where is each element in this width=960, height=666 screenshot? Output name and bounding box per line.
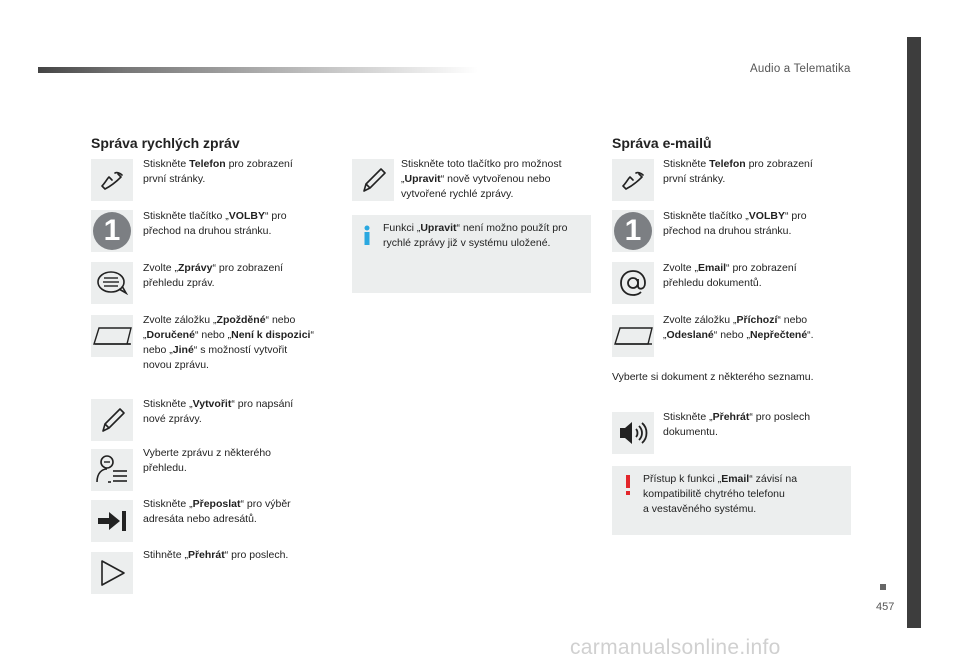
select-list-icon — [91, 449, 133, 491]
warning-icon — [625, 475, 631, 495]
right-step-2-text: Stiskněte tlačítko „VOLBY“ pro přechod na druhou stránku. — [663, 210, 807, 237]
step-one-icon: 1 — [91, 210, 133, 252]
forward-icon — [91, 500, 133, 542]
left-step-6-text: Vyberte zprávu z některého přehledu. — [143, 447, 272, 474]
right-step-3-text: Zvolte „Email“ pro zobrazení přehledu dokumentů. — [663, 262, 797, 289]
edit-pencil-icon — [352, 159, 394, 201]
message-icon — [91, 262, 133, 304]
left-step-4-text: Zvolte záložku „Zpožděné“ nebo „Doručené“ nebo „Není k dispozici“ nebo „Jiné“ s možností vytvořit novou zprávu. — [143, 314, 314, 371]
warning-text: Přístup k funkci „Email“ závisí na kompatibilitě chytrého telefonu a vestavěného systému. — [643, 473, 798, 515]
phone-icon — [612, 159, 654, 201]
pencil-icon — [91, 399, 133, 441]
tab-icon — [91, 315, 133, 357]
phone-icon — [91, 159, 133, 201]
tab-icon — [612, 315, 654, 357]
play-icon — [91, 552, 133, 594]
at-sign-icon — [612, 262, 654, 304]
edit-text: Stiskněte toto tlačítko pro možnost „Upravit“ nově vytvořenou nebo vytvořené rychlé zprávy. — [401, 158, 562, 200]
right-step-4-text: Zvolte záložku „Příchozí“ nebo „Odeslané“ nebo „Nepřečtené“. — [663, 314, 814, 341]
info-icon — [363, 225, 371, 245]
header-title: Audio a Telematika — [750, 63, 851, 75]
info-box — [352, 215, 591, 293]
left-step-5-text: Stiskněte „Vytvořit“ pro napsání nové zprávy. — [143, 398, 294, 425]
watermark: carmanualsonline.info — [570, 636, 781, 659]
header-gradient-bar — [38, 67, 478, 73]
left-step-3-text: Zvolte „Zprávy“ pro zobrazení přehledu zpráv. — [143, 262, 284, 289]
right-step-1-text: Stiskněte Telefon pro zobrazení první stránky. — [663, 158, 813, 185]
section-title-emails: Správa e-mailů — [612, 135, 712, 151]
left-step-7-text: Stiskněte „Přeposlat“ pro výběr adresáta nebo adresátů. — [143, 498, 291, 525]
section-title-quick-messages: Správa rychlých zpráv — [91, 135, 240, 151]
left-step-2-text: Stiskněte tlačítko „VOLBY“ pro přechod na druhou stránku. — [143, 210, 287, 237]
page-number: 457 — [876, 601, 895, 613]
side-edge-bar — [907, 37, 921, 628]
right-play-text: Stiskněte „Přehrát“ pro poslech dokumentu. — [663, 411, 811, 438]
left-step-8-text: Stihněte „Přehrát“ pro poslech. — [143, 549, 289, 561]
left-step-1-text: Stiskněte Telefon pro zobrazení první stránky. — [143, 158, 293, 185]
warning-box — [612, 466, 851, 535]
step-one-icon: 1 — [612, 210, 654, 252]
select-document-text: Vyberte si dokument z některého seznamu. — [612, 371, 814, 383]
page-marker — [880, 584, 886, 590]
info-text: Funkci „Upravit“ není možno použít pro rychlé zprávy již v systému uložené. — [383, 222, 568, 249]
speaker-icon — [612, 412, 654, 454]
